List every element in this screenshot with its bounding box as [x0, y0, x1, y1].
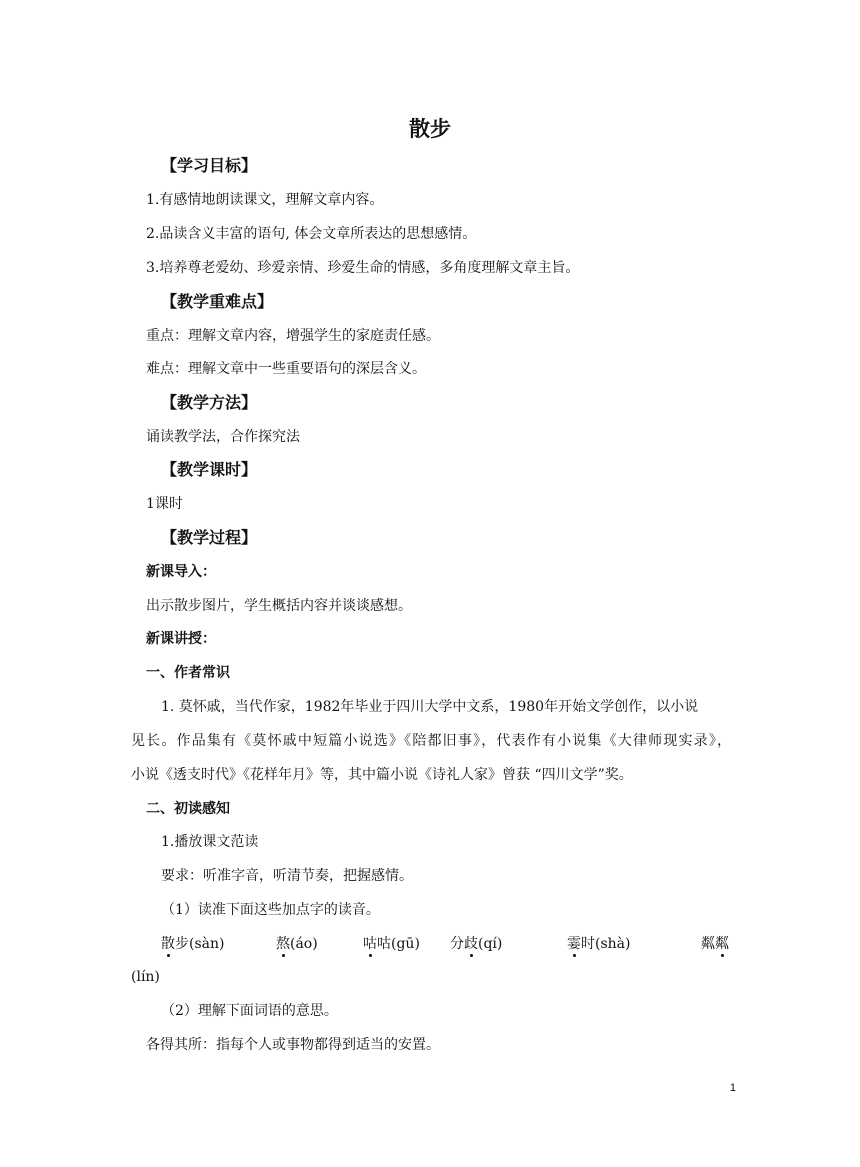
page-number: 1 — [729, 1082, 736, 1094]
goal-2: 2.品读含义丰富的语句, 体会文章所表达的思想感情。 — [146, 226, 477, 242]
author-line-3: 小说《透支时代》《花样年月》等，其中篇小说《诗礼人家》曾获 “四川文学”奖。 — [131, 767, 633, 783]
reading-item-1: 1.播放课文范读 — [161, 834, 259, 850]
definition-text: 各得其所：指每个人或事物都得到适当的安置。 — [146, 1037, 440, 1053]
key-point: 重点：理解文章内容，增强学生的家庭责任感。 — [146, 328, 440, 344]
pinyin-item: 粼粼 — [701, 936, 729, 952]
author-line-1: 1. 莫怀戚，当代作家，1982年毕业于四川大学中文系，1980年开始文学创作，以小说 — [161, 699, 699, 715]
intro-text: 出示散步图片，学生概括内容并谈谈感想。 — [146, 598, 412, 614]
hours-text: 1课时 — [146, 496, 183, 512]
pinyin-item: 分歧(qí) — [450, 936, 503, 952]
key-heading: 【教学重难点】 — [161, 292, 274, 311]
pinyin-item: 散步(sàn) — [161, 936, 225, 952]
method-text: 诵读教学法，合作探究法 — [146, 429, 300, 445]
reading-heading: 二、初读感知 — [146, 801, 230, 817]
hours-heading: 【教学课时】 — [161, 460, 258, 479]
pinyin-row — [0, 933, 860, 955]
pinyin-item: 咕咕(gū) — [363, 936, 420, 952]
goal-3: 3.培养尊老爱幼、珍爱亲情、珍爱生命的情感，多角度理解文章主旨。 — [146, 260, 580, 276]
pinyin-item: 熬(áo) — [276, 936, 318, 952]
pinyin-wrap: (lín) — [131, 969, 160, 985]
lecture-label: 新课讲授： — [146, 631, 216, 647]
requirement-text: 要求：听准字音，听清节奏，把握感情。 — [161, 868, 413, 884]
page-title: 散步 — [409, 117, 451, 141]
goal-1: 1.有感情地朗读课文，理解文章内容。 — [146, 192, 384, 208]
author-line-2: 见长。作品集有《莫怀戚中短篇小说选》《陪都旧事》，代表作有小说集《大律师现实录》， — [131, 733, 731, 749]
intro-label: 新课导入： — [146, 564, 216, 580]
author-heading: 一、作者常识 — [146, 665, 230, 681]
task-2: （2）理解下面词语的意思。 — [161, 1003, 338, 1019]
pinyin-item: 霎时(shà) — [567, 936, 631, 952]
method-heading: 【教学方法】 — [161, 393, 258, 412]
difficult-point: 难点：理解文章中一些重要语句的深层含义。 — [146, 361, 426, 377]
goals-heading: 【学习目标】 — [161, 156, 258, 175]
task-1: （1）读准下面这些加点字的读音。 — [161, 902, 380, 918]
process-heading: 【教学过程】 — [161, 528, 258, 547]
